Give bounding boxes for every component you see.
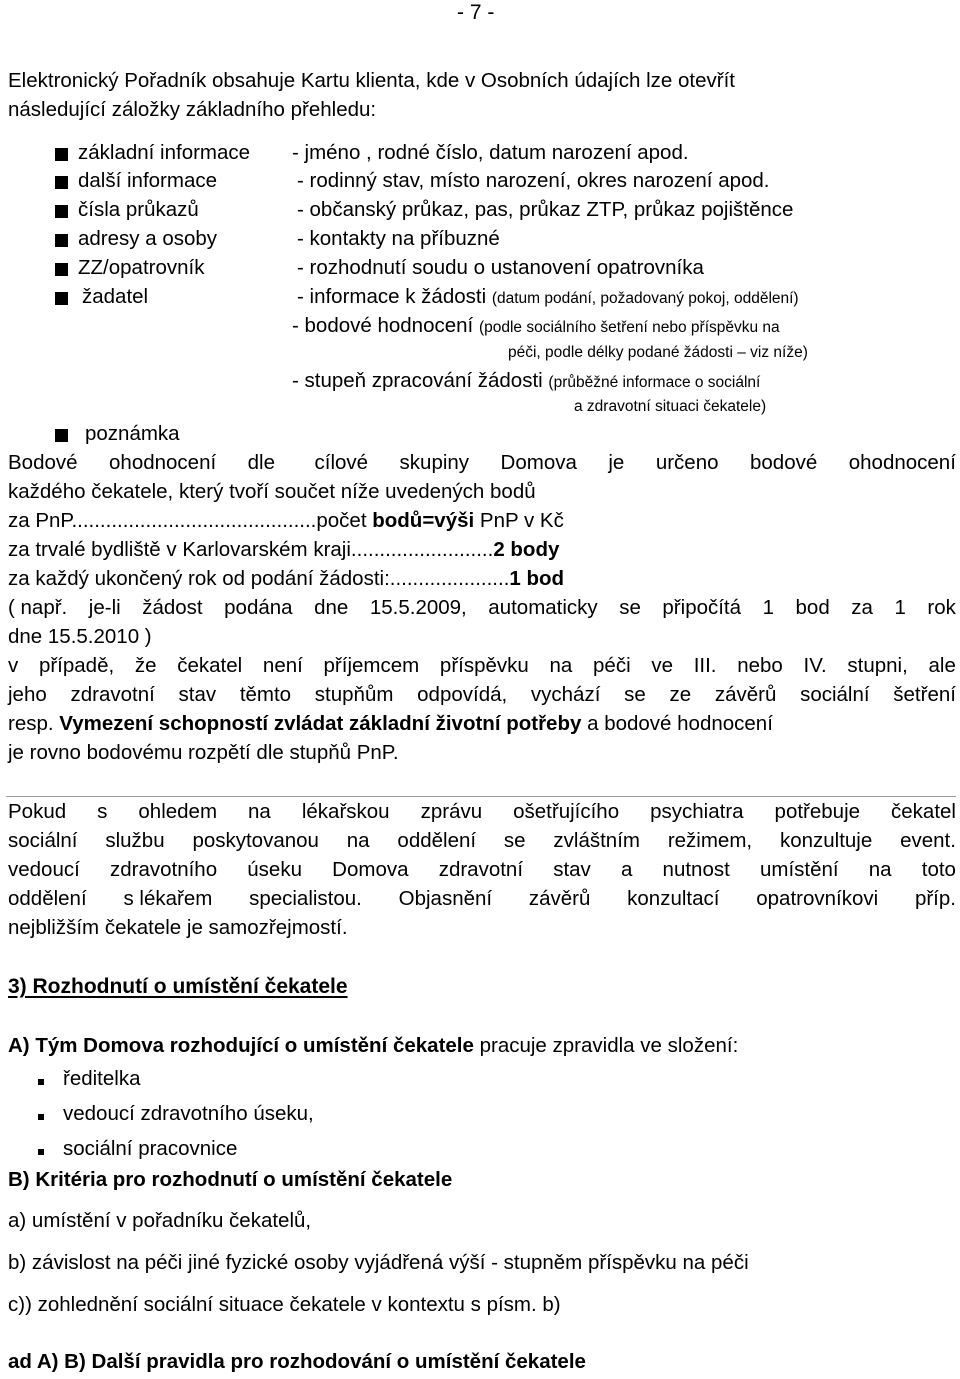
- points-row-pnp: za PnP...........................................počet bodů=výši PnP v Kč: [8, 509, 564, 532]
- bullet-dot-icon: [38, 1114, 44, 1120]
- criteria-item: c)) zohlednění sociální situace čekatele v kontextu s písm. b): [8, 1293, 561, 1316]
- bullet-square-icon: [55, 176, 68, 189]
- page-number: - 7 -: [457, 1, 495, 24]
- points-row-residence: za trvalé bydliště v Karlovarském kraji.........................2 body: [8, 538, 560, 561]
- bullet-dot-icon: [38, 1079, 44, 1085]
- zadatel-item-2: - bodové hodnocení (podle sociálního šetření nebo příspěvku na: [292, 314, 780, 337]
- zadatel-item-1: - informace k žádosti (datum podání, požadovaný pokoj, oddělení): [297, 285, 799, 308]
- tab-label: další informace: [78, 169, 218, 192]
- bullet-square-icon: [55, 148, 68, 161]
- bullet-dot-icon: [38, 1149, 44, 1155]
- psych-line-5: nejbližším čekatele je samozřejmostí.: [8, 916, 348, 939]
- divider: [6, 796, 956, 797]
- tab-label: základní informace: [78, 141, 251, 164]
- psych-line-1: Pokud s ohledem na lékařskou zprávu ošetřujícího psychiatra potřebuje čekatel: [8, 800, 956, 823]
- bullet-square-icon: [55, 429, 68, 442]
- zadatel-item-3: - stupeň zpracování žádosti (průběžné informace o sociální: [292, 369, 761, 392]
- tab-description: - jméno , rodné číslo, datum narození apod.: [292, 141, 689, 164]
- tab-description: - rodinný stav, místo narození, okres narození apod.: [297, 169, 770, 192]
- team-intro: A) Tým Domova rozhodující o umístění čekatele pracuje zpravidla ve složení:: [8, 1034, 739, 1057]
- bullet-square-icon: [55, 263, 68, 276]
- points-pnp-line-1: v případě, že čekatel není příjemcem příspěvku na péči ve III. nebo IV. stupni, ale: [8, 654, 956, 677]
- zadatel-item-2-cont: péči, podle délky podané žádosti – viz níže): [508, 344, 808, 361]
- points-intro-line-1: Bodové ohodnocení dle cílové skupiny Domova je určeno bodové ohodnocení: [8, 451, 956, 474]
- bullet-square-icon: [55, 234, 68, 247]
- psych-line-2: sociální službu poskytovanou na oddělení se zvláštním režimem, konzultuje event.: [8, 829, 956, 852]
- bullet-square-icon: [55, 205, 68, 218]
- tab-description: - občanský průkaz, pas, průkaz ZTP, průkaz pojištěnce: [297, 198, 794, 221]
- final-heading: ad A) B) Další pravidla pro rozhodování o umístění čekatele: [8, 1350, 586, 1373]
- intro-line-1: Elektronický Pořadník obsahuje Kartu klienta, kde v Osobních údajích lze otevřít: [8, 69, 735, 92]
- tab-label: adresy a osoby: [78, 227, 218, 250]
- points-pnp-line-4: je rovno bodovému rozpětí dle stupňů PnP.: [8, 741, 399, 764]
- psych-line-4: oddělení s lékařem specialistou. Objasnění závěrů konzultací opatrovníkovi příp.: [8, 887, 956, 910]
- tab-label: ZZ/opatrovník: [78, 256, 205, 279]
- criteria-item: b) závislost na péči jiné fyzické osoby vyjádřená výší - stupněm příspěvku na péči: [8, 1251, 749, 1274]
- list-item: sociální pracovnice: [63, 1137, 238, 1160]
- points-intro-line-2: každého čekatele, který tvoří součet níže uvedených bodů: [8, 480, 536, 503]
- points-pnp-line-3: resp. Vymezení schopností zvládat základní životní potřeby a bodové hodnocení: [8, 712, 773, 735]
- bullet-square-icon: [55, 292, 68, 305]
- intro-line-2: následující záložky základního přehledu:: [8, 98, 377, 121]
- zadatel-item-3-cont: a zdravotní situaci čekatele): [574, 398, 767, 415]
- poznamka-label: poznámka: [85, 422, 180, 445]
- points-example-line-2: dne 15.5.2010 ): [8, 625, 152, 648]
- zadatel-label: žadatel: [82, 285, 149, 308]
- points-pnp-line-2: jeho zdravotní stav těmto stupňům odpovídá, vychází se ze závěrů sociální šetření: [8, 683, 956, 706]
- criteria-heading: B) Kritéria pro rozhodnutí o umístění čekatele: [8, 1168, 453, 1191]
- list-item: vedoucí zdravotního úseku,: [63, 1102, 314, 1125]
- tab-description: - rozhodnutí soudu o ustanovení opatrovníka: [297, 256, 704, 279]
- section-heading: 3) Rozhodnutí o umístění čekatele: [8, 975, 348, 998]
- criteria-item: a) umístění v pořadníku čekatelů,: [8, 1209, 312, 1232]
- list-item: ředitelka: [63, 1067, 141, 1090]
- points-row-years: za každý ukončený rok od podání žádosti:.....................1 bod: [8, 567, 565, 590]
- points-example-line-1: ( např. je-li žádost podána dne 15.5.2009, automaticky se připočítá 1 bod za 1 rok: [8, 596, 956, 619]
- tab-label: čísla průkazů: [78, 198, 199, 221]
- tab-description: - kontakty na příbuzné: [297, 227, 500, 250]
- psych-line-3: vedoucí zdravotního úseku Domova zdravotní stav a nutnost umístění na toto: [8, 858, 956, 881]
